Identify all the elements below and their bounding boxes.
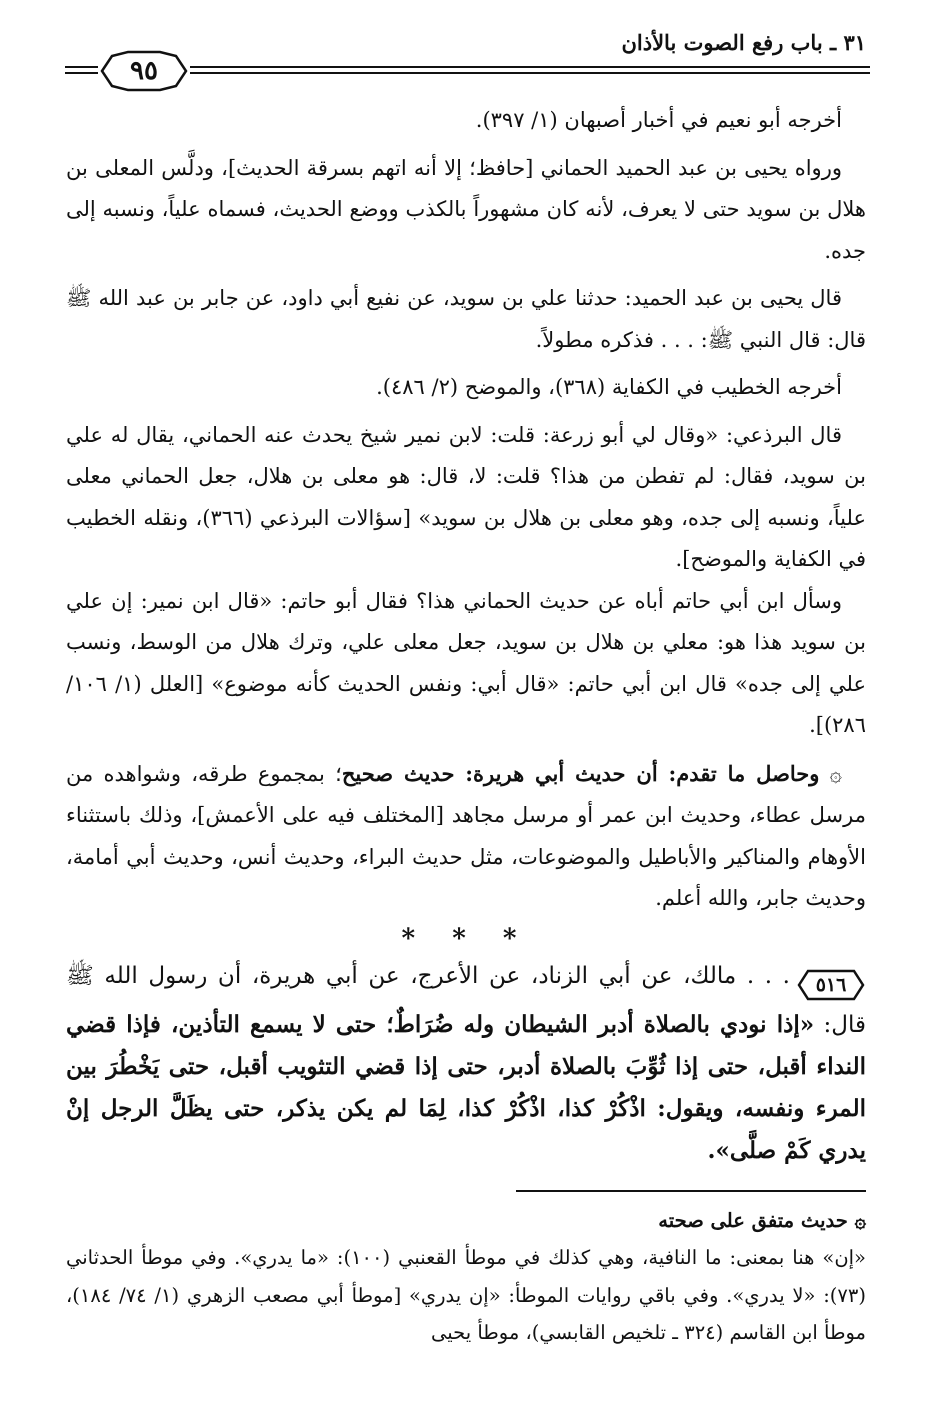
paragraph: أخرجه الخطيب في الكفاية (٣٦٨)، والموضح (٢/ ٤٨٦).	[376, 375, 842, 399]
paragraph: قال البرذعي: «وقال لي أبو زرعة: قلت: لابن نمير شيخ يحدث عنه الحماني، يقال له علي بن سويد، فقال: لم تفطن من هذا؟ قلت: لا، قال: هو معلى بن هلال، جعل الحماني معلى علياً، ونسبه إلى جده، وهو معلى بن هلال بن سويد» [سؤالات البرذعي (٣٦٦)، ونقله الخطيب في الكفاية والموضح].	[66, 422, 866, 571]
paragraph: أخرجه أبو نعيم في أخبار أصبهان (١/ ٣٩٧).	[475, 108, 842, 132]
hadith-text: «إذا نودي بالصلاة أدبر الشيطان وله ضُرَاطٌ؛ حتى لا يسمع التأذين، فإذا قضي النداء أقبل، حتى إذا ثُوِّبَ بالصلاة أدبر، حتى إذا قضي التثويب أقبل، حتى يَخْطُرَ بين المرء ونفسه، ويقول: اذْكُرْ كذا، اذْكُرْ كذا، لِمَا لم يكن يذكر، حتى يظَلَّ الرجل إنْ يدري كَمْ صلَّى».	[66, 1010, 866, 1164]
conclusion-bold: وحاصل ما تقدم: أن حديث أبي هريرة: حديث صحيح	[341, 760, 820, 786]
hadith-number: ٥١٦	[815, 973, 847, 996]
footnote-divider	[516, 1190, 866, 1192]
hadith-paragraph	[66, 956, 866, 1172]
footnote-title: ۞ حديث متفق على صحته	[658, 1208, 866, 1232]
section-separator: * * *	[401, 923, 531, 954]
page-number-badge	[98, 48, 190, 94]
hadith-number-badge	[796, 966, 866, 1004]
footnotes	[66, 1202, 866, 1352]
conclusion-rest: ؛ بمجموع طرقه، وشواهده من مرسل عطاء، وحديث ابن عمر أو مرسل مجاهد [المختلف فيه على الأعمش]، وذلك باستثناء الأوهام والمناكير والأباطيل والموضوعات، مثل حديث البراء، وحديث أنس، وحديث أبي أمامة، وحديث جابر، والله أعلم.	[66, 761, 866, 910]
conclusion-paragraph	[66, 753, 866, 920]
paragraph: قال يحيى بن عبد الحميد: حدثنا علي بن سويد، عن نفيع أبي داود، عن جابر بن عبد الله ﷺ قال: قال النبي ﷺ: . . . فذكره مطولاً.	[66, 286, 866, 352]
paragraph: وسأل ابن أبي حاتم أباه عن حديث الحماني هذا؟ فقال أبو حاتم: «قال ابن نمير: إن علي بن سويد هذا هو: معلي بن هلال بن سويد، جعل معلى علي، وترك هلال من الوسط، ونسب علي إلى جده» قال ابن أبي حاتم: «قال أبي: ونفس الحديث كأنه موضوع» [العلل (١/ ١٠٦/ ٢٨٦)].	[66, 588, 866, 737]
chapter-title: ٣١ ـ باب رفع الصوت بالأذان	[621, 30, 866, 55]
footnote-text: «إن» هنا بمعنى: ما النافية، وهي كذلك في موطأ القعنبي (١٠٠): «ما يدري». وفي موطأ الحدثاني (٧٣): «لا يدري». وفي باقي روايات الموطأ: «إن يدري» [موطأ أبي مصعب الزهري (١/ ٧٤/ ١٨٤)، موطأ ابن القاسم (٣٢٤ ـ تلخيص القابسي)، موطأ يحيى	[66, 1246, 866, 1344]
hadith-chain: . . . مالك، عن أبي الزناد، عن الأعرج، عن أبي هريرة، أن رسول الله ﷺ قال:	[66, 962, 866, 1038]
page-header	[0, 0, 938, 100]
page-number: ٩٥	[130, 56, 158, 86]
flower-mark-icon: ۞	[829, 761, 842, 786]
paragraph: ورواه يحيى بن عبد الحميد الحماني [حافظ؛ إلا أنه اتهم بسرقة الحديث]، ودلَّس المعلى بن هلال بن سويد حتى لا يعرف، لأنه كان مشهوراً بالكذب ووضع الحديث، فسماه علياً، ونسبه إلى جده.	[66, 155, 866, 263]
main-text	[66, 100, 866, 1352]
